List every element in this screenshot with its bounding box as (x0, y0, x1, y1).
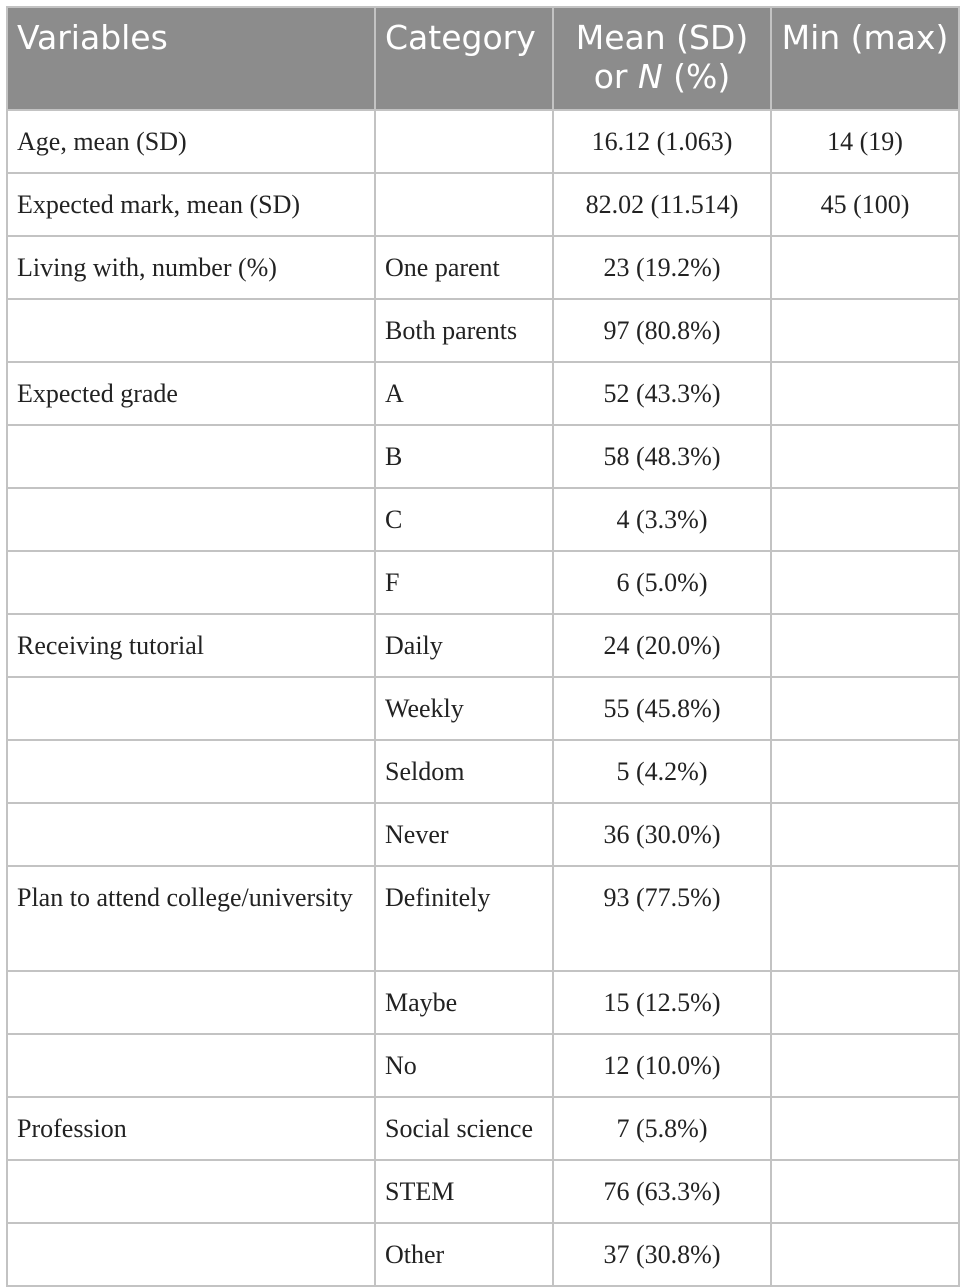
cell-variable (7, 488, 375, 551)
cell-value: 12 (10.0%) (553, 1034, 771, 1097)
cell-value: 15 (12.5%) (553, 971, 771, 1034)
cell-variable: Expected grade (7, 362, 375, 425)
cell-min-max (771, 425, 959, 488)
table-row (7, 362, 959, 425)
cell-variable: Receiving tutorial (7, 614, 375, 677)
cell-variable (7, 1160, 375, 1223)
header-mean-or: or (593, 57, 638, 96)
table-row (7, 425, 959, 488)
cell-value: 52 (43.3%) (553, 362, 771, 425)
cell-min-max: 45 (100) (771, 173, 959, 236)
table-row (7, 1097, 959, 1160)
cell-variable: Age, mean (SD) (7, 110, 375, 173)
cell-min-max (771, 1160, 959, 1223)
table-row (7, 1223, 959, 1286)
cell-min-max (771, 551, 959, 614)
cell-min-max (771, 299, 959, 362)
cell-category: Daily (375, 614, 553, 677)
cell-category: Never (375, 803, 553, 866)
table-row (7, 677, 959, 740)
cell-min-max (771, 488, 959, 551)
cell-variable (7, 803, 375, 866)
cell-value: 82.02 (11.514) (553, 173, 771, 236)
cell-category: Seldom (375, 740, 553, 803)
cell-category: Definitely (375, 866, 553, 971)
cell-category: Weekly (375, 677, 553, 740)
cell-value: 55 (45.8%) (553, 677, 771, 740)
cell-category (375, 110, 553, 173)
cell-variable (7, 971, 375, 1034)
cell-variable (7, 551, 375, 614)
table-row (7, 551, 959, 614)
cell-variable: Expected mark, mean (SD) (7, 173, 375, 236)
descriptive-statistics-table (6, 6, 960, 1287)
cell-min-max (771, 362, 959, 425)
cell-category: Maybe (375, 971, 553, 1034)
cell-category: F (375, 551, 553, 614)
cell-value: 16.12 (1.063) (553, 110, 771, 173)
cell-variable: Plan to attend college/university (7, 866, 375, 971)
cell-min-max (771, 677, 959, 740)
table-row (7, 740, 959, 803)
cell-value: 4 (3.3%) (553, 488, 771, 551)
cell-variable (7, 425, 375, 488)
table-row (7, 110, 959, 173)
cell-variable (7, 677, 375, 740)
cell-category: Both parents (375, 299, 553, 362)
cell-min-max: 14 (19) (771, 110, 959, 173)
cell-category: Social science (375, 1097, 553, 1160)
cell-min-max (771, 236, 959, 299)
table-row (7, 1034, 959, 1097)
cell-value: 7 (5.8%) (553, 1097, 771, 1160)
cell-category: B (375, 425, 553, 488)
cell-category (375, 173, 553, 236)
cell-variable: Living with, number (%) (7, 236, 375, 299)
cell-category: C (375, 488, 553, 551)
header-category: Category (375, 7, 553, 110)
cell-value: 58 (48.3%) (553, 425, 771, 488)
cell-min-max (771, 866, 959, 971)
cell-value: 37 (30.8%) (553, 1223, 771, 1286)
cell-min-max (771, 1223, 959, 1286)
cell-min-max (771, 1097, 959, 1160)
cell-min-max (771, 803, 959, 866)
table-row (7, 971, 959, 1034)
table-row (7, 236, 959, 299)
cell-min-max (771, 614, 959, 677)
cell-category: No (375, 1034, 553, 1097)
table-row (7, 614, 959, 677)
cell-min-max (771, 740, 959, 803)
table-row (7, 173, 959, 236)
header-min-max: Min (max) (771, 7, 959, 110)
table-row (7, 803, 959, 866)
table-row (7, 488, 959, 551)
cell-value: 76 (63.3%) (553, 1160, 771, 1223)
cell-variable (7, 1034, 375, 1097)
header-mean-pct: (%) (662, 57, 731, 96)
cell-value: 6 (5.0%) (553, 551, 771, 614)
cell-variable (7, 1223, 375, 1286)
header-mean-n: N (637, 57, 663, 96)
table-body (7, 110, 959, 1286)
cell-category: STEM (375, 1160, 553, 1223)
header-mean-line1: Mean (SD) (575, 18, 749, 57)
cell-value: 97 (80.8%) (553, 299, 771, 362)
table-header-row (7, 7, 959, 110)
cell-variable: Profession (7, 1097, 375, 1160)
cell-category: A (375, 362, 553, 425)
cell-variable (7, 299, 375, 362)
header-variables: Variables (7, 7, 375, 110)
cell-min-max (771, 1034, 959, 1097)
cell-category: One parent (375, 236, 553, 299)
header-mean-line2 (558, 57, 766, 96)
cell-variable (7, 740, 375, 803)
cell-min-max (771, 971, 959, 1034)
cell-category: Other (375, 1223, 553, 1286)
cell-value: 5 (4.2%) (553, 740, 771, 803)
cell-value: 36 (30.0%) (553, 803, 771, 866)
cell-value: 24 (20.0%) (553, 614, 771, 677)
table-row (7, 299, 959, 362)
table-row (7, 1160, 959, 1223)
header-mean-sd (553, 7, 771, 110)
cell-value: 93 (77.5%) (553, 866, 771, 971)
table-row (7, 866, 959, 971)
cell-value: 23 (19.2%) (553, 236, 771, 299)
